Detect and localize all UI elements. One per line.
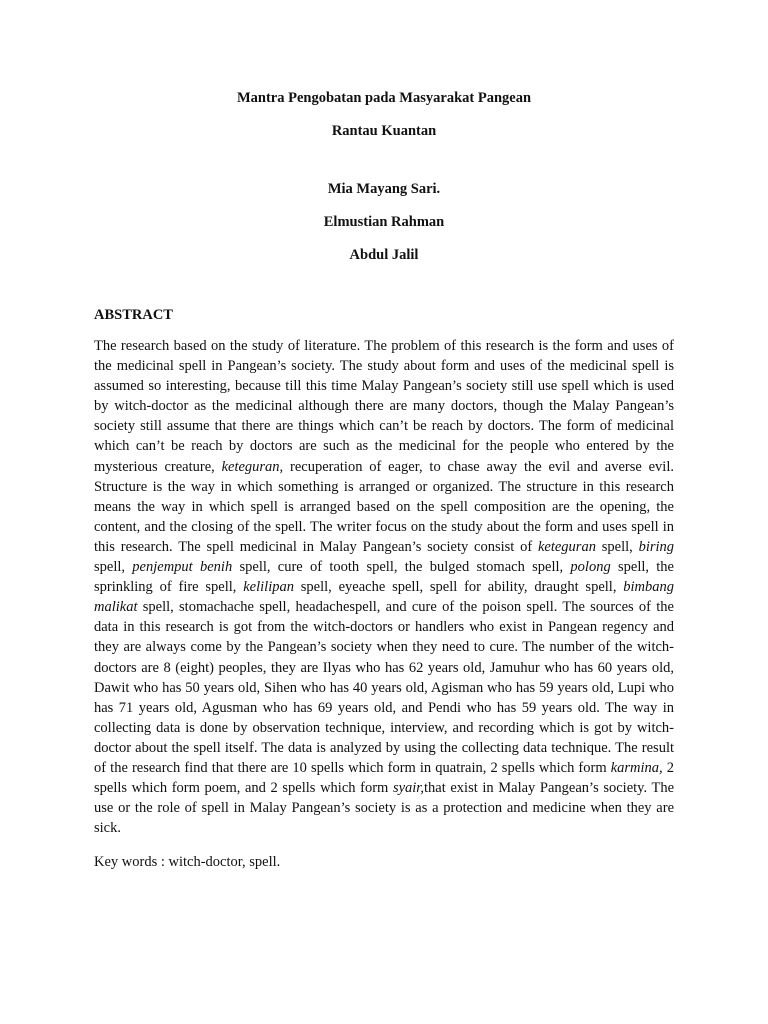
paper-title-continued: Rantau Kuantan xyxy=(331,123,437,139)
abstract-segment: spell, cure of tooth spell, the bulged stomach spell, xyxy=(232,559,571,576)
abstract-segment: spell, xyxy=(94,559,133,576)
abstract-heading: ABSTRACT xyxy=(94,307,173,323)
author-1: Mia Mayang Sari. xyxy=(327,181,441,197)
abstract-segment: spell, the sprinkling of fire spell, xyxy=(94,559,674,596)
abstract-segment: spell, eyeache spell, spell for ability, draught spell, xyxy=(293,579,624,596)
term-keteguran: keteguran, xyxy=(221,458,284,475)
term-biring: biring xyxy=(638,538,675,555)
term-penjemput-benih: penjemput benih xyxy=(132,559,233,576)
abstract-segment: The research based on the study of literature. The problem of this research is the form and uses of the medicinal spell in Pangean’s society. The study about form and uses of the medicinal spell is assumed so interesting, because till this time Malay Pangean’s society still use spell which is used by witch-doctor as the medicinal although there are many doctors, though the Malay Pangean’s society still assume that there are things which can’t be reach by doctors. The form of medicinal which can’t be reach by doctors are such as the medicinal for the people who entered by the mysterious creature, xyxy=(94,338,674,475)
author-2: Elmustian Rahman xyxy=(323,214,445,230)
term-keteguran: keteguran xyxy=(537,538,596,555)
keywords-line: Key words : witch-doctor, spell. xyxy=(94,854,281,870)
abstract-segment: spell, stomachache spell, headachespell, and cure of the poison spell. The sources of the data in this research is got from the witch-doctors or handlers who exist in Pangean regency and they are always come by the Pangean’s society when they need to cure. The number of the witch-doctors are 8 (eight) peoples, they are Ilyas who has 62 years old, Jamuhur who has 60 years old, Dawit who has 50 years old, Sihen who has 40 years old, Agisman who has 59 years old, Lupi who has 71 years old, Agusman who has 69 years old, and Pendi who has 59 years old. The way in collecting data is done by observation technique, interview, and recording which is got by witch-doctor about the spell itself. The data is analyzed by using the collecting data technique. The result of the research find that there are 10 spells which form in quatrain, 2 spells which form xyxy=(94,599,674,776)
term-karmina: karmina, xyxy=(610,759,663,776)
abstract-segment: spell, xyxy=(595,538,639,555)
abstract-segment: that exist in Malay Pangean’s society. The use or the role of spell in Malay Pangean’s society is as a protection and medicine when they are sick. xyxy=(94,780,675,837)
term-syair: syair, xyxy=(392,780,424,797)
abstract-segment: 2 spells which form poem, and 2 spells which form xyxy=(94,759,675,797)
paper-title: Mantra Pengobatan pada Masyarakat Pangean xyxy=(236,90,532,106)
term-polong: polong xyxy=(570,559,611,576)
abstract-text xyxy=(94,336,674,838)
term-kelilipan: kelilipan xyxy=(243,579,294,596)
term-bimbang-malikat: bimbang malikat xyxy=(94,579,674,616)
author-3: Abdul Jalil xyxy=(349,247,419,263)
abstract-segment: recuperation of eager, to chase away the evil and averse evil. Structure is the way in which something is arranged or organized. The structure in this research means the way in which spell is arranged based on the spell composition are the opening, the content, and the closing of the spell. The writer focus on the study about the form and uses spell in this research. The spell medicinal in Malay Pangean’s society consist of xyxy=(94,458,674,555)
